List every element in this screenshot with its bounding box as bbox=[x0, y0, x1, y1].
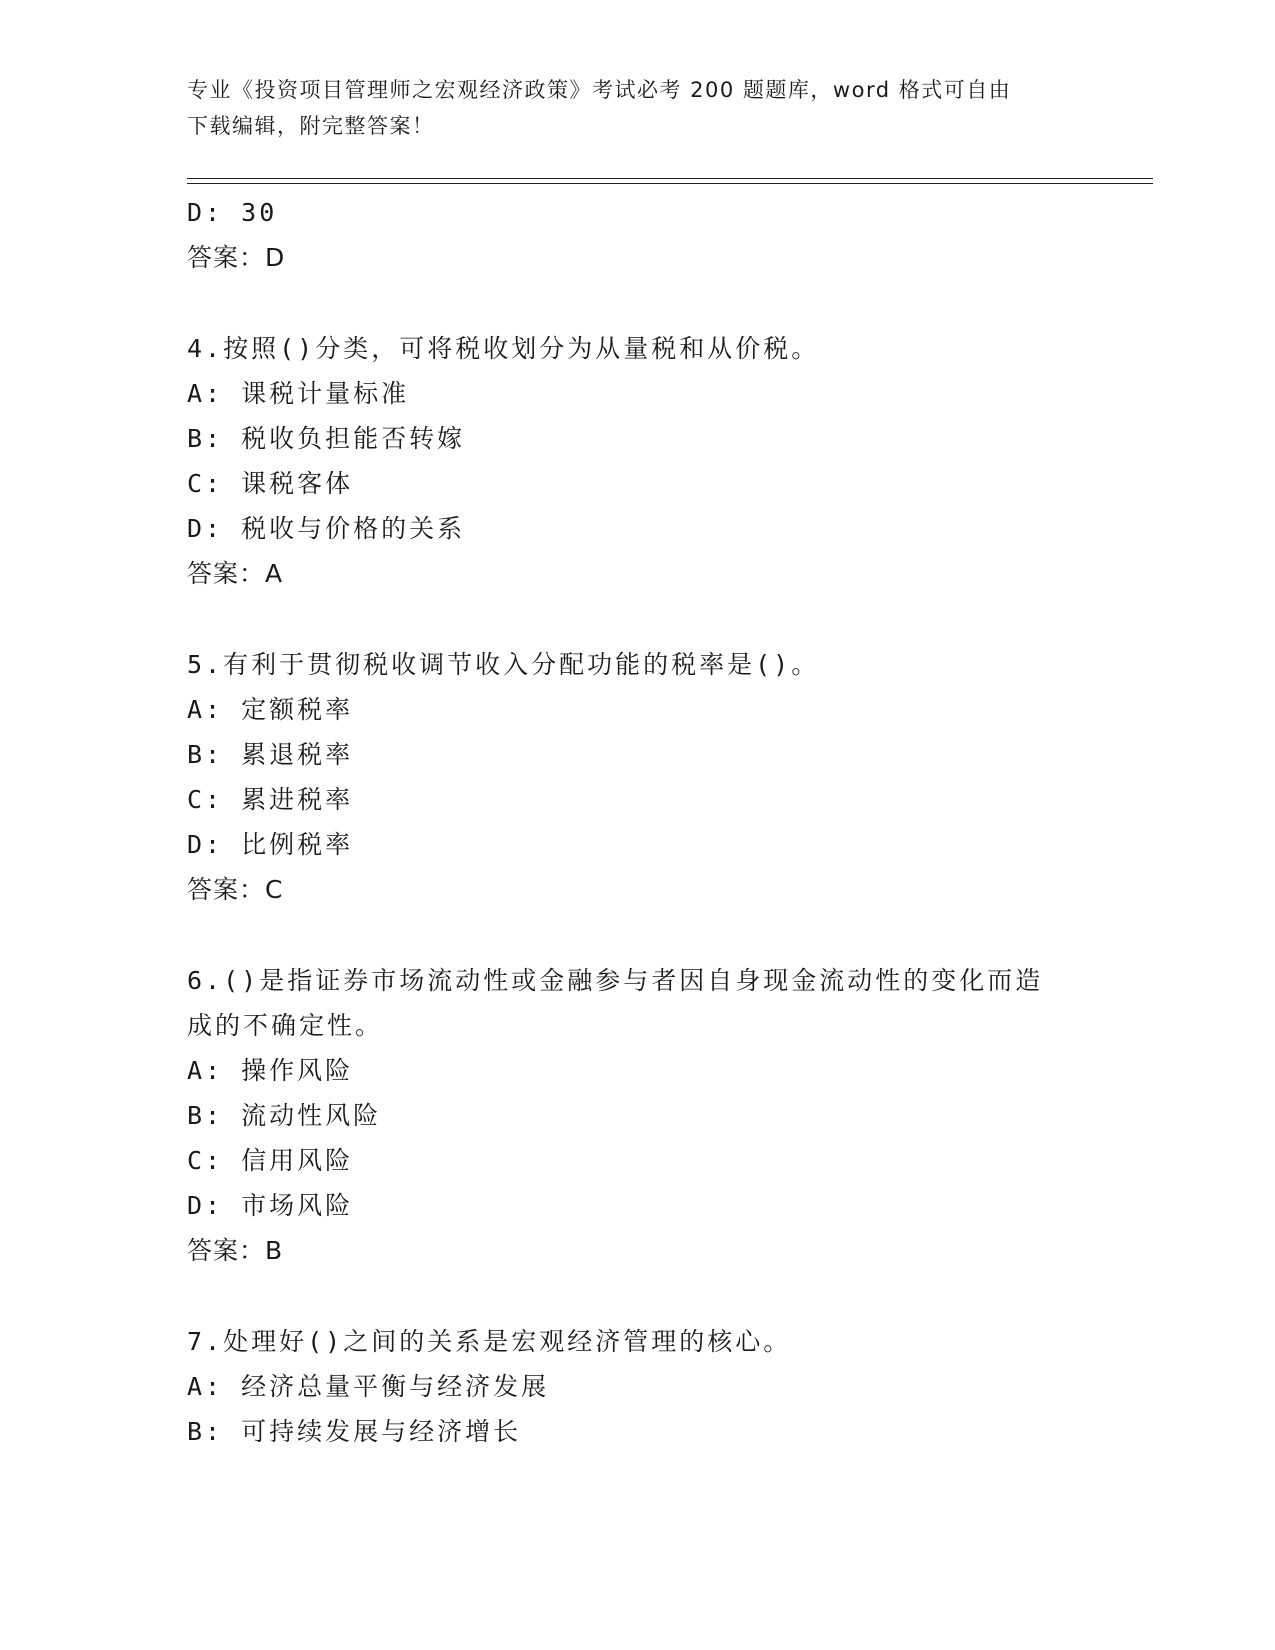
page-header bbox=[187, 72, 1067, 144]
q5-option-d: D: 比例税率 bbox=[187, 830, 354, 859]
q6-option-b: B: 流动性风险 bbox=[187, 1101, 382, 1130]
header-divider-bottom bbox=[187, 183, 1153, 184]
question-list bbox=[187, 190, 1087, 1454]
q5-answer: 答案：C bbox=[187, 875, 284, 904]
q4-option-b: B: 税收负担能否转嫁 bbox=[187, 424, 466, 453]
q6-option-c: C: 信用风险 bbox=[187, 1146, 354, 1175]
q6-option-a: A: 操作风险 bbox=[187, 1056, 354, 1085]
q7-option-a: A: 经济总量平衡与经济发展 bbox=[187, 1372, 550, 1401]
q6-stem-line-1: 6.()是指证券市场流动性或金融参与者因自身现金流动性的变化而造 bbox=[187, 966, 1044, 995]
q3-option-d: D: 30 bbox=[187, 198, 278, 227]
header-divider-top bbox=[187, 178, 1153, 179]
q4-option-c: C: 课税客体 bbox=[187, 469, 354, 498]
q4-option-d: D: 税收与价格的关系 bbox=[187, 514, 466, 543]
q5-option-b: B: 累退税率 bbox=[187, 740, 354, 769]
q4-stem: 4.按照()分类，可将税收划分为从量税和从价税。 bbox=[187, 334, 820, 363]
q4-option-a: A: 课税计量标准 bbox=[187, 379, 410, 408]
spacer bbox=[187, 280, 1087, 326]
q5-option-a: A: 定额税率 bbox=[187, 695, 354, 724]
q6-answer: 答案：B bbox=[187, 1236, 284, 1265]
spacer bbox=[187, 596, 1087, 642]
q6-stem-line-2: 成的不确定性。 bbox=[187, 1011, 384, 1040]
header-line-1: 专业《投资项目管理师之宏观经济政策》考试必考 200 题题库，word 格式可自由 bbox=[187, 78, 1012, 102]
spacer bbox=[187, 1273, 1087, 1319]
spacer bbox=[187, 912, 1087, 958]
q5-stem: 5.有利于贯彻税收调节收入分配功能的税率是()。 bbox=[187, 650, 820, 679]
header-line-2: 下载编辑，附完整答案！ bbox=[187, 114, 435, 138]
q5-option-c: C: 累进税率 bbox=[187, 785, 354, 814]
q3-answer: 答案：D bbox=[187, 243, 286, 272]
q6-option-d: D: 市场风险 bbox=[187, 1191, 354, 1220]
q7-stem: 7.处理好()之间的关系是宏观经济管理的核心。 bbox=[187, 1327, 792, 1356]
q4-answer: 答案：A bbox=[187, 559, 284, 588]
q7-option-b: B: 可持续发展与经济增长 bbox=[187, 1417, 522, 1446]
